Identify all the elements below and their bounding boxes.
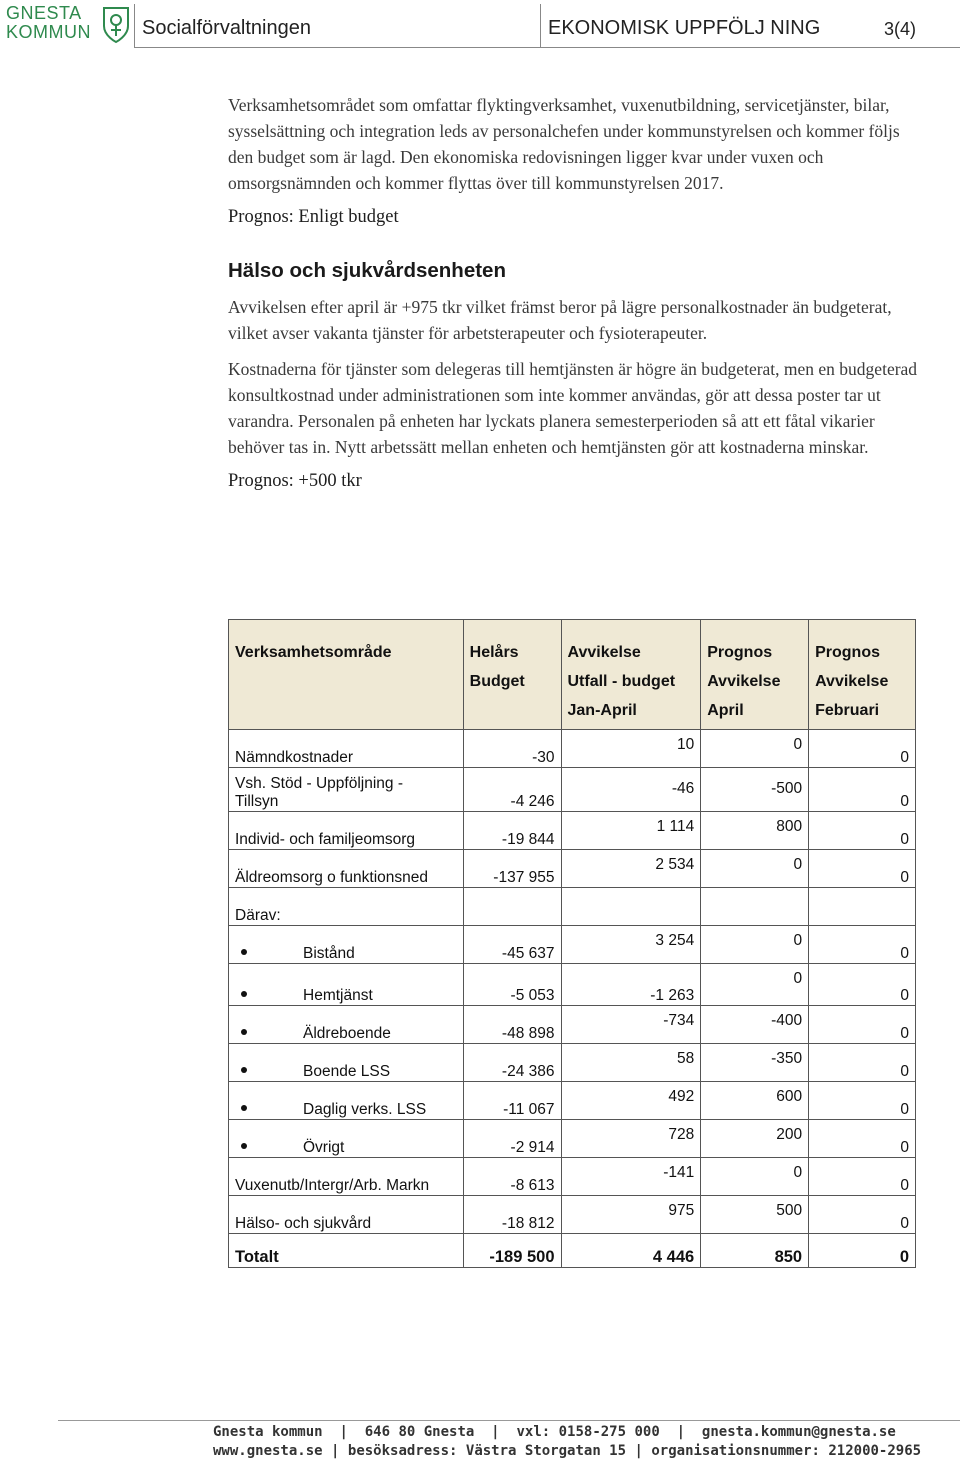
footer-line-1: Gnesta kommun | 646 80 Gnesta | vxl: 0158-275 000 | gnesta.kommun@gnesta.se (213, 1424, 896, 1440)
footer-address: 646 80 Gnesta (364, 1424, 475, 1440)
table-row: Bistånd -45 637 3 254 0 0 (229, 926, 916, 964)
footer-line-2: www.gnesta.se | besöksadress: Västra Storgatan 15 | organisationsnummer: 212000-2965 (213, 1443, 922, 1459)
header-budget: Helårs Budget (463, 620, 561, 730)
table-row: Därav: (229, 888, 916, 926)
table-row: Övrigt -2 914 728 200 0 (229, 1120, 916, 1158)
footer-org: Gnesta kommun (213, 1424, 323, 1440)
total-row: Totalt -189 500 4 446 850 0 (229, 1234, 916, 1268)
table-row: Äldreboende -48 898 -734 -400 0 (229, 1006, 916, 1044)
table-header-row (229, 620, 916, 730)
document-type: EKONOMISK UPPFÖLJ NING (548, 17, 821, 39)
section-prognosis: Prognos: +500 tkr (228, 471, 362, 491)
section-heading: Hälso och sjukvårdsenheten (228, 259, 506, 282)
header-deviation: Avvikelse Utfall - budget Jan-April (561, 620, 701, 730)
table-row: Nämndkostnader -30 10 0 0 (229, 730, 916, 768)
bullet-icon (241, 1143, 247, 1149)
section-paragraph-2: Kostnaderna för tjänster som delegeras till hemtjänsten är högre än budgeterat, men en budgeterad konsultkostnad under administrationen som inte kommer användas, gör att dessa poster tar ut varandra. Personalen på enheten har lyckats planera semesterperioden så att ett fåtal vikarier behöver tas in. Nytt arbetssätt mellan enheten och hemtjänsten gör att kostnaderna minskar. (228, 359, 918, 457)
footer-phone: vxl: 0158-275 000 (516, 1424, 660, 1440)
table-row: Daglig verks. LSS -11 067 492 600 0 (229, 1082, 916, 1120)
bullet-icon (241, 1029, 247, 1035)
department-name: Socialförvaltningen (142, 17, 311, 39)
intro-prognosis: Prognos: Enligt budget (228, 207, 399, 227)
coat-of-arms-icon (101, 6, 131, 44)
logo-line-1: GNESTA (6, 3, 82, 23)
table-row: Vuxenutb/Intergr/Arb. Markn -8 613 -141 0 0 (229, 1158, 916, 1196)
section-paragraph-1: Avvikelsen efter april är +975 tkr vilket främst beror på lägre personalkostnader än budgeterat, vilket avser vakanta tjänster för arbetsterapeuter och fysioterapeuter. (228, 297, 892, 343)
logo-line-2: KOMMUN (6, 22, 91, 42)
header-area: Verksamhetsområde (229, 620, 464, 730)
table-row: Äldreomsorg o funktionsned -137 955 2 534 0 0 (229, 850, 916, 888)
footer-rule (58, 1420, 960, 1421)
document-body (228, 92, 928, 494)
table-row: Hemtjänst -5 053 -1 263 0 0 (229, 964, 916, 1006)
bullet-icon (241, 949, 247, 955)
table-row: Hälso- och sjukvård -18 812 975 500 0 (229, 1196, 916, 1234)
table-row: Boende LSS -24 386 58 -350 0 (229, 1044, 916, 1082)
page-header (0, 0, 960, 60)
header-divider (134, 4, 135, 48)
bullet-icon (241, 1105, 247, 1111)
table-row: Vsh. Stöd - Uppföljning - Tillsyn -4 246 -46 -500 0 (229, 768, 916, 812)
bullet-icon (241, 1067, 247, 1073)
page-number: 3(4) (884, 19, 917, 39)
footer-orgnr: organisationsnummer: 212000-2965 (651, 1443, 922, 1459)
bullet-icon (241, 991, 247, 997)
header-forecast-february: Prognos Avvikelse Februari (809, 620, 916, 730)
footer-email: gnesta.kommun@gnesta.se (701, 1424, 896, 1440)
gnesta-logo (6, 4, 130, 48)
table-row: Individ- och familjeomsorg -19 844 1 114 800 0 (229, 812, 916, 850)
intro-paragraph: Verksamhetsområdet som omfattar flyktingverksamhet, vuxenutbildning, servicetjänster, bilar, sysselsättning och integration leds av personalchefen under kommunstyrelsen och kommer följs den budget som är lagd. Den ekonomiska redovisningen ligger kvar under vuxen och omsorgsnämnden och kommer flyttas över till kommunstyrelsen 2017. (228, 95, 900, 193)
header-rule (134, 47, 960, 48)
footer-visit: besöksadress: Västra Storgatan 15 (347, 1443, 627, 1459)
header-forecast-april: Prognos Avvikelse April (701, 620, 809, 730)
budget-table (228, 619, 916, 1268)
footer-web: www.gnesta.se (213, 1443, 323, 1459)
header-divider (540, 4, 541, 48)
